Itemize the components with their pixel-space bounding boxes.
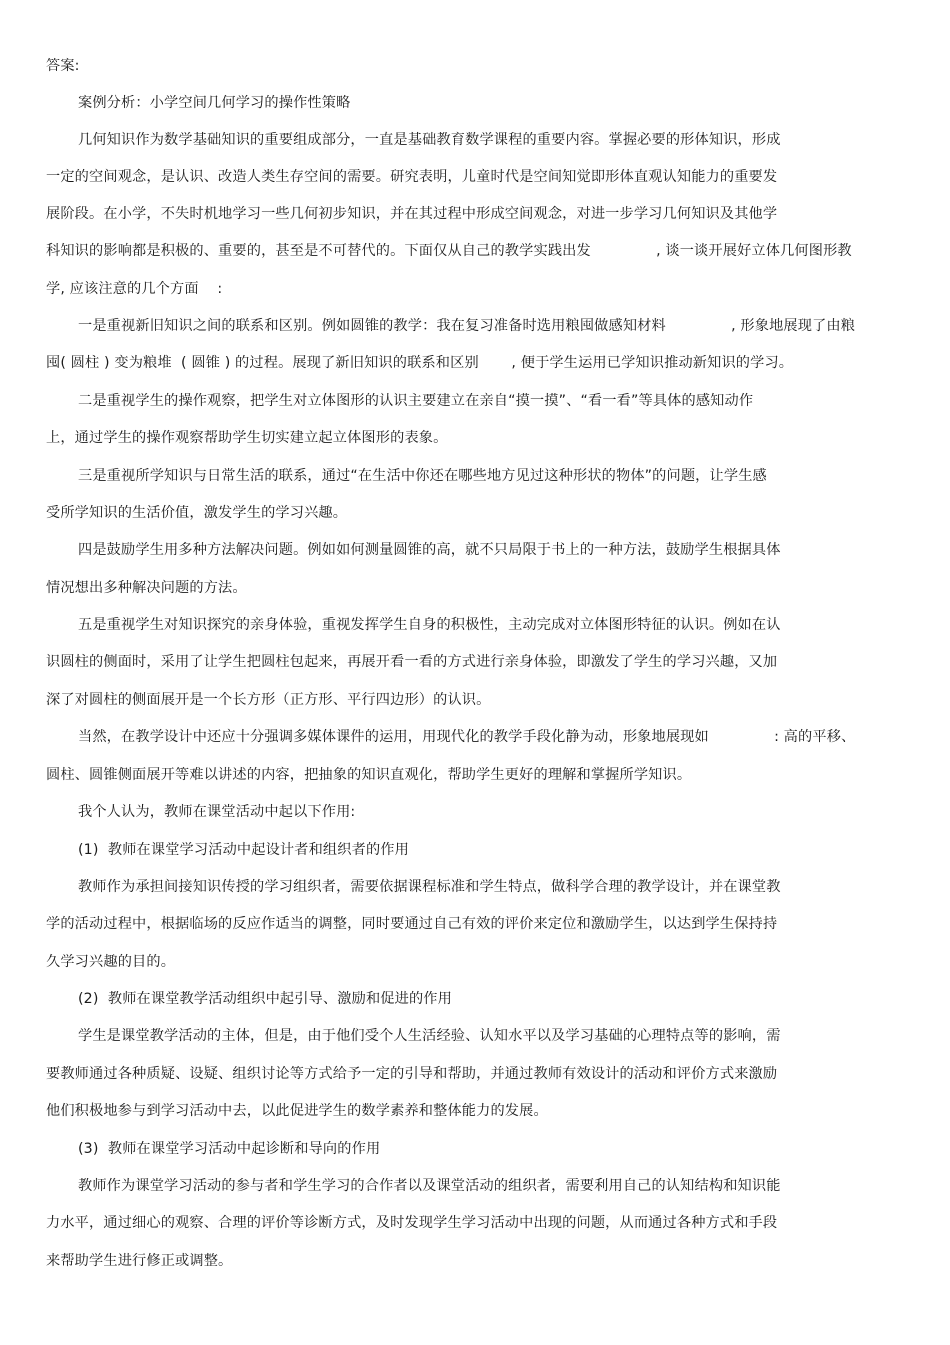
paragraph-line: 久学习兴趣的目的。 xyxy=(46,954,176,970)
paragraph-line: 要教师通过各种质疑、设疑、组织讨论等方式给予一定的引导和帮助，并通过教师有效设计的活动和评价方式来激励 xyxy=(46,1066,778,1082)
section-heading: (2) 教师在课堂教学活动组织中起引导、激励和促进的作用 xyxy=(78,991,452,1007)
paragraph-line: 学, 应该注意的几个方面 : xyxy=(46,281,223,297)
paragraph-line: 四是鼓励学生用多种方法解决问题。例如如何测量圆锥的高，就不只局限于书上的一种方法，鼓励学生根据具体 xyxy=(78,542,781,558)
case-title: 案例分析：小学空间几何学习的操作性策略 xyxy=(78,95,351,111)
paragraph-line: 三是重视所学知识与日常生活的联系，通过“在生活中你还在哪些地方见过这种形状的物体”的问题，让学生感 xyxy=(78,468,767,484)
paragraph-line: 他们积极地参与到学习活动中去，以此促进学生的数学素养和整体能力的发展。 xyxy=(46,1103,548,1119)
section-heading: (3) 教师在课堂学习活动中起诊断和导向的作用 xyxy=(78,1141,381,1157)
paragraph-line: 学生是课堂教学活动的主体，但是，由于他们受个人生活经验、认知水平以及学习基础的心理特点等的影响，需 xyxy=(78,1028,781,1044)
paragraph-line: 一是重视新旧知识之间的联系和区别。例如圆锥的教学：我在复习准备时选用粮囤做感知材料 , 形象地展现了由粮 xyxy=(78,318,856,334)
paragraph-line: 五是重视学生对知识探究的亲身体验，重视发挥学生自身的积极性，主动完成对立体图形特征的认识。例如在认 xyxy=(78,617,781,633)
paragraph-line: 教师作为承担间接知识传授的学习组织者，需要依据课程标准和学生特点，做科学合理的教学设计，并在课堂教 xyxy=(78,879,781,895)
paragraph-line: 深了对圆柱的侧面展开是一个长方形（正方形、平行四边形）的认识。 xyxy=(46,692,491,708)
paragraph-line: 科知识的影响都是积极的、重要的，甚至是不可替代的。下面仅从自己的教学实践出发 , 谈一谈开展好立体几何图形教 xyxy=(46,243,852,259)
paragraph-line: 我个人认为，教师在课堂活动中起以下作用: xyxy=(78,804,356,820)
paragraph-line: 展阶段。在小学，不失时机地学习一些几何初步知识，并在其过程中形成空间观念，对进一步学习几何知识及其他学 xyxy=(46,206,778,222)
paragraph-line: 囤( 圆柱 ) 变为粮堆 ( 圆锥 ) 的过程。展现了新旧知识的联系和区别 , 便于学生运用已学知识推动新知识的学习。 xyxy=(46,355,794,371)
paragraph-line: 识圆柱的侧面时，采用了让学生把圆柱包起来，再展开看一看的方式进行亲身体验，即激发了学生的学习兴趣，又加 xyxy=(46,654,778,670)
paragraph-line: 教师作为课堂学习活动的参与者和学生学习的合作者以及课堂活动的组织者，需要利用自己的认知结构和知识能 xyxy=(78,1178,781,1194)
paragraph-line: 受所学知识的生活价值，激发学生的学习兴趣。 xyxy=(46,505,348,521)
paragraph-line: 情况想出多种解决问题的方法。 xyxy=(46,580,247,596)
paragraph-line: 二是重视学生的操作观察，把学生对立体图形的认识主要建立在亲自“摸一摸”、“看一看”等具体的感知动作 xyxy=(78,393,754,409)
paragraph-line: 来帮助学生进行修正或调整。 xyxy=(46,1253,233,1269)
paragraph-line: 力水平，通过细心的观察、合理的评价等诊断方式，及时发现学生学习活动中出现的问题，从而通过各种方式和手段 xyxy=(46,1215,778,1231)
paragraph-line: 圆柱、圆锥侧面展开等难以讲述的内容，把抽象的知识直观化，帮助学生更好的理解和掌握所学知识。 xyxy=(46,767,692,783)
paragraph-line: 当然，在教学设计中还应十分强调多媒体课件的运用，用现代化的教学手段化静为动，形象地展现如 : 高的平移、 xyxy=(78,729,856,745)
paragraph-line: 上，通过学生的操作观察帮助学生切实建立起立体图形的表象。 xyxy=(46,430,448,446)
paragraph-line: 一定的空间观念，是认识、改造人类生存空间的需要。研究表明，儿童时代是空间知觉即形体直观认知能力的重要发 xyxy=(46,169,778,185)
paragraph-line: 学的活动过程中，根据临场的反应作适当的调整，同时要通过自己有效的评价来定位和激励学生，以达到学生保持持 xyxy=(46,916,778,932)
paragraph-line: 几何知识作为数学基础知识的重要组成部分，一直是基础教育数学课程的重要内容。掌握必要的形体知识，形成 xyxy=(78,132,781,148)
section-heading: (1) 教师在课堂学习活动中起设计者和组织者的作用 xyxy=(78,842,409,858)
answer-heading: 答案: xyxy=(46,58,80,74)
